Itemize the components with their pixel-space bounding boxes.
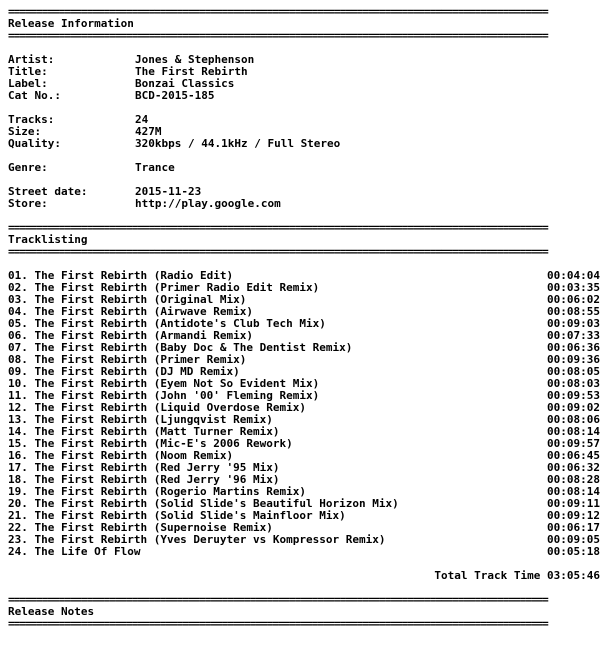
track-duration: 00:05:18 bbox=[547, 545, 600, 558]
info-label: Label: bbox=[8, 77, 48, 90]
track-row bbox=[8, 318, 600, 330]
track-duration: 00:08:14 bbox=[547, 485, 600, 498]
info-row-cat-no bbox=[8, 90, 600, 102]
track-title: 04. The First Rebirth (Airwave Remix) bbox=[8, 306, 254, 318]
info-row-artist bbox=[8, 54, 600, 66]
track-duration: 00:09:53 bbox=[547, 389, 600, 402]
info-row-title bbox=[8, 66, 600, 78]
info-row-genre bbox=[8, 162, 600, 174]
track-title: 09. The First Rebirth (DJ MD Remix) bbox=[8, 366, 240, 378]
track-duration: 00:06:17 bbox=[547, 521, 600, 534]
track-row bbox=[8, 354, 600, 366]
separator-line: ================================================================================================ bbox=[8, 30, 548, 42]
info-value: BCD-2015-185 bbox=[135, 89, 215, 102]
track-duration: 00:08:28 bbox=[547, 473, 600, 486]
track-duration: 00:08:06 bbox=[547, 413, 600, 426]
info-label: Genre: bbox=[8, 161, 48, 174]
track-row bbox=[8, 294, 600, 306]
track-title: 21. The First Rebirth (Solid Slide's Mainfloor Mix) bbox=[8, 510, 346, 522]
info-value: 2015-11-23 bbox=[135, 185, 202, 198]
info-row-tracks bbox=[8, 114, 600, 126]
track-title: 11. The First Rebirth (John '00' Fleming Remix) bbox=[8, 390, 320, 402]
info-label: Size: bbox=[8, 125, 42, 138]
info-value: Bonzai Classics bbox=[135, 77, 235, 90]
track-row bbox=[8, 510, 600, 522]
track-title: 05. The First Rebirth (Antidote's Club Tech Mix) bbox=[8, 318, 326, 330]
info-value: 427M bbox=[135, 125, 162, 138]
separator-line: ================================================================================================ bbox=[8, 246, 548, 258]
separator-line: ================================================================================================ bbox=[8, 618, 548, 630]
track-row bbox=[8, 330, 600, 342]
total-track-time: Total Track Time 03:05:46 bbox=[434, 569, 600, 582]
track-duration: 00:06:45 bbox=[547, 449, 600, 462]
info-row-quality bbox=[8, 138, 600, 150]
track-row bbox=[8, 438, 600, 450]
info-row-store bbox=[8, 198, 600, 210]
track-duration: 00:03:35 bbox=[547, 281, 600, 294]
info-value: Trance bbox=[135, 161, 175, 174]
track-title: 24. The Life Of Flow bbox=[8, 546, 141, 558]
track-row bbox=[8, 378, 600, 390]
track-duration: 00:09:36 bbox=[547, 353, 600, 366]
info-label: Street date: bbox=[8, 185, 88, 198]
track-title: 14. The First Rebirth (Matt Turner Remix) bbox=[8, 426, 280, 438]
info-label: Cat No.: bbox=[8, 89, 61, 102]
info-value: 24 bbox=[135, 113, 149, 126]
info-row-street-date bbox=[8, 186, 600, 198]
track-duration: 00:09:02 bbox=[547, 401, 600, 414]
separator-line: ================================================================================================ bbox=[8, 6, 548, 18]
track-duration: 00:06:36 bbox=[547, 341, 600, 354]
info-label: Tracks: bbox=[8, 113, 55, 126]
track-duration: 00:09:57 bbox=[547, 437, 600, 450]
track-row bbox=[8, 306, 600, 318]
info-label: Quality: bbox=[8, 137, 61, 150]
track-title: 19. The First Rebirth (Rogerio Martins Remix) bbox=[8, 486, 307, 498]
track-row bbox=[8, 546, 600, 558]
track-row bbox=[8, 414, 600, 426]
track-row bbox=[8, 270, 600, 282]
track-title: 20. The First Rebirth (Solid Slide's Beautiful Horizon Mix) bbox=[8, 498, 399, 510]
section-heading-release-notes: Release Notes bbox=[8, 606, 95, 618]
track-row bbox=[8, 426, 600, 438]
track-row bbox=[8, 366, 600, 378]
track-duration: 00:04:04 bbox=[547, 269, 600, 282]
track-title: 12. The First Rebirth (Liquid Overdose Remix) bbox=[8, 402, 307, 414]
track-title: 17. The First Rebirth (Red Jerry '95 Mix) bbox=[8, 462, 280, 474]
track-row bbox=[8, 402, 600, 414]
track-title: 08. The First Rebirth (Primer Remix) bbox=[8, 354, 247, 366]
track-title: 16. The First Rebirth (Noom Remix) bbox=[8, 450, 234, 462]
separator-line: ================================================================================================ bbox=[8, 594, 548, 606]
track-title: 01. The First Rebirth (Radio Edit) bbox=[8, 270, 234, 282]
track-duration: 00:07:33 bbox=[547, 329, 600, 342]
nfo-document bbox=[8, 6, 600, 630]
track-row bbox=[8, 462, 600, 474]
track-title: 15. The First Rebirth (Mic-E's 2006 Rework) bbox=[8, 438, 293, 450]
track-duration: 00:08:05 bbox=[547, 365, 600, 378]
track-duration: 00:08:14 bbox=[547, 425, 600, 438]
info-value: Jones & Stephenson bbox=[135, 53, 255, 66]
info-value: 320kbps / 44.1kHz / Full Stereo bbox=[135, 137, 341, 150]
track-row bbox=[8, 534, 600, 546]
track-row bbox=[8, 474, 600, 486]
info-value: The First Rebirth bbox=[135, 65, 248, 78]
track-duration: 00:09:05 bbox=[547, 533, 600, 546]
track-title: 10. The First Rebirth (Eyem Not So Evident Mix) bbox=[8, 378, 320, 390]
section-heading-tracklisting: Tracklisting bbox=[8, 234, 88, 246]
track-row bbox=[8, 282, 600, 294]
track-title: 23. The First Rebirth (Yves Deruyter vs Kompressor Remix) bbox=[8, 534, 386, 546]
track-title: 22. The First Rebirth (Supernoise Remix) bbox=[8, 522, 273, 534]
info-label: Title: bbox=[8, 65, 48, 78]
track-duration: 00:09:12 bbox=[547, 509, 600, 522]
info-label: Artist: bbox=[8, 53, 55, 66]
track-duration: 00:06:02 bbox=[547, 293, 600, 306]
separator-line: ================================================================================================ bbox=[8, 222, 548, 234]
track-duration: 00:08:55 bbox=[547, 305, 600, 318]
track-duration: 00:06:32 bbox=[547, 461, 600, 474]
track-title: 02. The First Rebirth (Primer Radio Edit Remix) bbox=[8, 282, 320, 294]
track-row bbox=[8, 450, 600, 462]
info-label: Store: bbox=[8, 197, 48, 210]
track-title: 07. The First Rebirth (Baby Doc & The Dentist Remix) bbox=[8, 342, 353, 354]
track-duration: 00:09:11 bbox=[547, 497, 600, 510]
track-row bbox=[8, 390, 600, 402]
track-row bbox=[8, 522, 600, 534]
release-info-block bbox=[8, 54, 600, 210]
track-row bbox=[8, 342, 600, 354]
info-row-label bbox=[8, 78, 600, 90]
track-row bbox=[8, 486, 600, 498]
track-title: 18. The First Rebirth (Red Jerry '96 Mix) bbox=[8, 474, 280, 486]
track-title: 13. The First Rebirth (Ljungqvist Remix) bbox=[8, 414, 273, 426]
track-duration: 00:08:03 bbox=[547, 377, 600, 390]
track-title: 06. The First Rebirth (Armandi Remix) bbox=[8, 330, 254, 342]
track-title: 03. The First Rebirth (Original Mix) bbox=[8, 294, 247, 306]
info-value: http://play.google.com bbox=[135, 197, 281, 210]
tracklist bbox=[8, 270, 600, 558]
section-heading-release-information: Release Information bbox=[8, 18, 134, 30]
track-row bbox=[8, 498, 600, 510]
track-duration: 00:09:03 bbox=[547, 317, 600, 330]
